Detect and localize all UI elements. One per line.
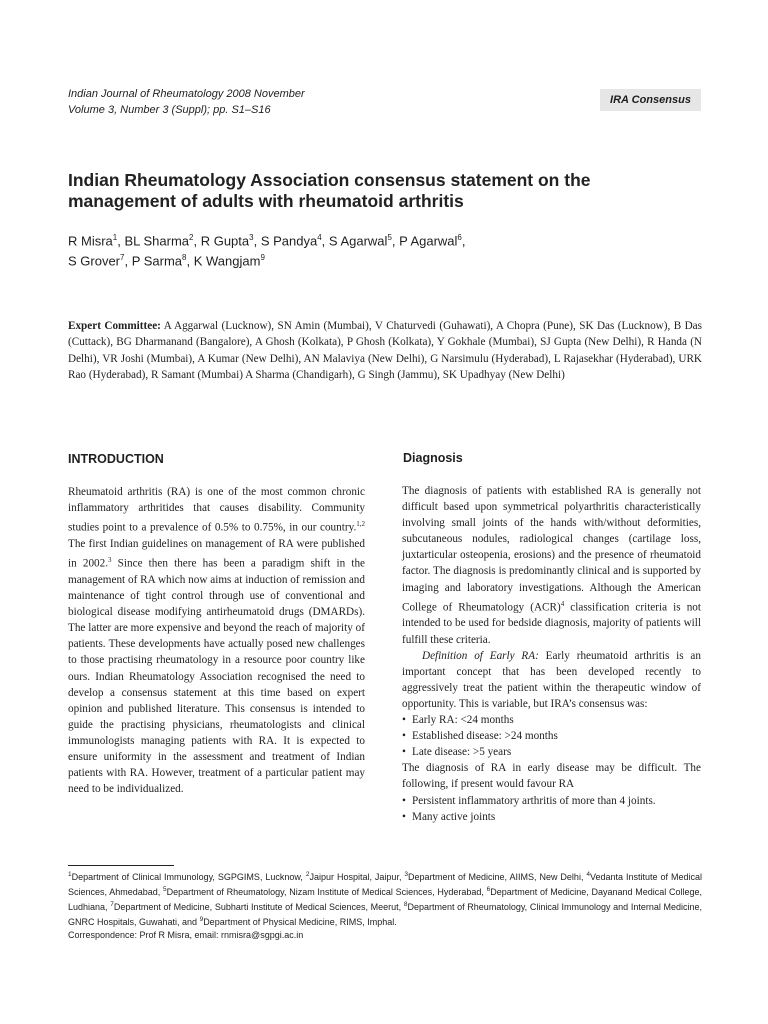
early-ra-term: Definition of Early RA:	[422, 649, 539, 662]
bullet-icon: •	[402, 794, 406, 807]
list-item-text: Late disease: >5 years	[412, 746, 512, 759]
author-name: K Wangjam	[193, 253, 261, 269]
author-name: P Sarma	[131, 253, 183, 269]
intro-text: Since then there has been a paradigm shift in the management of RA which now aims at induction of remission and maintenance of tight control through use of conventional and biological disease modifying antirheumatoid drugs (DMARDs). The latter are more expensive and beyond the reach of majority of patients. These developments have actually posed new challenges to those practising rheumatology in a resource poor country like ours. Indian Rheumatology Association recognised the need to develop a consensus statement at this time based on expert opinion and published literature. This consensus is intended to guide the practising physicians, rheumatologists and clinical immunologists managing patients with RA. It is expected to ensure uniformity in the assessment and treatment of Indian patients with RA. However, treatment of a particular patient may need to be individualized.	[68, 557, 366, 796]
section-badge: IRA Consensus	[600, 89, 701, 111]
author-separator: ,	[461, 233, 466, 249]
intro-text: Rheumatoid arthritis (RA) is one of the most common chronic inflammatory arthritides that causes disability. Community studies point to a prevalence of 0.5% to 0.75%, in our country.	[68, 486, 365, 534]
author-name: S Agarwal	[328, 233, 388, 249]
diagnosis-heading: Diagnosis	[403, 451, 463, 465]
bullet-icon: •	[402, 730, 406, 743]
affiliation-text: Department of Rheumatology, Nizam Institute of Medical Sciences, Hyderabad,	[166, 886, 487, 897]
footnote-divider	[68, 865, 174, 866]
diagnosis-paragraph-3: The diagnosis of RA in early disease may be difficult. The following, if present would favour RA	[402, 762, 701, 791]
bullet-icon: •	[402, 810, 406, 823]
diagnosis-body	[402, 483, 701, 825]
affiliation-text: Department of Rheumatology, Clinical Immunology and Internal Medicine, GNRC Hospitals, Guwahati, and	[68, 901, 703, 927]
author-separator: ,	[321, 233, 329, 249]
author-list	[68, 229, 708, 270]
affiliation-text: Department of Medicine, Subharti Institute of Medical Sciences, Meerut,	[113, 901, 404, 912]
correspondence-line: Correspondence: Prof R Misra, email: rnmisra@sgpgi.ac.in	[68, 929, 304, 940]
affiliation-mark: 1	[68, 871, 72, 878]
journal-citation	[68, 86, 305, 118]
author-separator: ,	[186, 253, 194, 269]
author-affiliation-mark: 8	[182, 253, 187, 263]
author-separator: ,	[117, 233, 125, 249]
list-item	[402, 712, 701, 728]
affiliation-mark: 3	[404, 871, 409, 878]
title-line-2: management of adults with rheumatoid arthritis	[68, 191, 464, 211]
author-affiliation-mark: 9	[260, 253, 265, 263]
author-name: BL Sharma	[124, 233, 190, 249]
journal-line-1: Indian Journal of Rheumatology 2008 November	[68, 88, 305, 100]
diagnosis-text: The diagnosis of patients with established RA is generally not difficult based upon symmetrical polyarthritis characteristically involving small joints of the hands with/without deformities, subcutaneous nodules, radiological changes (cartilage loss, juxtarticular osteopenia, erosions) and the presence of rheumatoid factor. The diagnosis is predominantly clinical and is supported by imaging and laboratory investigations. Although the American College of Rheumatology (ACR)	[402, 485, 701, 614]
author-name: S Pandya	[260, 233, 318, 249]
affiliation-mark: 6	[486, 885, 491, 893]
citation-mark: 1,2	[356, 520, 365, 529]
expert-committee	[68, 318, 702, 383]
article-title	[68, 170, 708, 212]
author-line-1	[68, 229, 708, 249]
affiliation-mark: 7	[110, 900, 114, 908]
author-affiliation-mark: 7	[120, 253, 125, 263]
diagnosis-text: classification criteria is not intended to be used for bedside diagnosis, majority of patients will fulfill these criteria.	[402, 601, 701, 646]
affiliation-mark: 8	[403, 900, 408, 908]
early-ra-definition	[402, 648, 701, 712]
author-name: R Gupta	[200, 233, 250, 249]
author-affiliation-mark: 3	[249, 233, 254, 242]
affiliation-text: Department of Clinical Immunology, SGPGIMS, Lucknow,	[71, 872, 306, 882]
bullet-icon: •	[402, 714, 406, 727]
author-separator: ,	[253, 233, 261, 249]
list-item	[402, 809, 701, 825]
author-separator: ,	[193, 233, 201, 249]
affiliation-text: Department of Medicine, AIIMS, New Delhi,	[408, 872, 587, 882]
introduction-paragraph	[68, 484, 365, 797]
committee-members: A Aggarwal (Lucknow), SN Amin (Mumbai), V Chaturvedi (Guhawati), A Chopra (Pune), SK Das (Lucknow), B Das (Cuttack), BG Dharmanand (Bangalore), A Ghosh (Kolkata), P Ghosh (Kolkata), Y Gokhale (Mumbai), SJ Gupta (New Delhi), R Handa (N Delhi), VR Joshi (Mumbai), A Kumar (New Delhi), AN Malaviya (New Delhi), G Narsimulu (Hyderabad), L Rajasekhar (Hyderabad), URK Rao (Hyderabad), R Samant (Mumbai) A Sharma (Chandigarh), G Singh (Jammu), SK Upadhyay (New Delhi)	[68, 320, 703, 381]
intro-text: The first Indian guidelines on management of RA were published in 2002.	[68, 538, 365, 570]
list-item	[402, 744, 701, 760]
citation-mark: 4	[560, 599, 565, 608]
list-item-text: Many active joints	[412, 810, 496, 823]
affiliation-text: Jaipur Hospital, Jaipur,	[309, 872, 405, 882]
author-name: R Misra	[68, 233, 113, 249]
author-affiliation-mark: 5	[387, 233, 392, 242]
diagnosis-paragraph-1	[402, 483, 701, 648]
author-affiliation-mark: 1	[112, 233, 118, 242]
author-name: P Agarwal	[399, 233, 458, 249]
affiliation-mark: 9	[199, 915, 204, 923]
author-separator: ,	[124, 253, 132, 269]
list-item-text: Persistent inflammatory arthritis of more than 4 joints.	[412, 794, 656, 807]
affiliation-text: Vedanta Institute of Medical Sciences, Ahmedabad,	[68, 872, 702, 897]
author-name: S Grover	[68, 253, 121, 269]
affiliation-mark: 4	[586, 871, 591, 878]
affiliation-text: Department of Physical Medicine, RIMS, Imphal.	[203, 916, 397, 927]
list-item	[402, 728, 701, 744]
author-separator: ,	[391, 233, 400, 249]
introduction-heading: INTRODUCTION	[68, 452, 164, 466]
author-affiliation-mark: 2	[189, 233, 194, 242]
committee-label: Expert Committee:	[68, 320, 161, 332]
affiliation-text: Department of Medicine, Dayanand Medical College, Ludhiana,	[68, 886, 702, 912]
author-affiliation-mark: 6	[457, 233, 462, 242]
affiliation-mark: 2	[305, 871, 310, 878]
affiliations	[68, 872, 702, 927]
journal-line-2: Volume 3, Number 3 (Suppl); pp. S1–S16	[68, 104, 271, 116]
bullet-icon: •	[402, 746, 406, 759]
list-item-text: Established disease: >24 months	[412, 730, 558, 743]
affiliations-footnote	[68, 869, 702, 942]
title-line-1: Indian Rheumatology Association consensus statement on the	[68, 170, 591, 190]
author-affiliation-mark: 4	[317, 233, 322, 242]
list-item-text: Early RA: <24 months	[412, 714, 514, 727]
diagnosis-text: Early rheumatoid arthritis is an important concept that has been developed recently to aggressively treat the patient within the therapeutic window of opportunity. This is variable, but IRA’s consensus was:	[402, 649, 701, 710]
introduction-body	[68, 484, 365, 797]
citation-mark: 3	[108, 556, 112, 565]
list-item	[402, 793, 701, 809]
affiliation-mark: 5	[163, 885, 167, 893]
author-line-2	[68, 249, 708, 269]
